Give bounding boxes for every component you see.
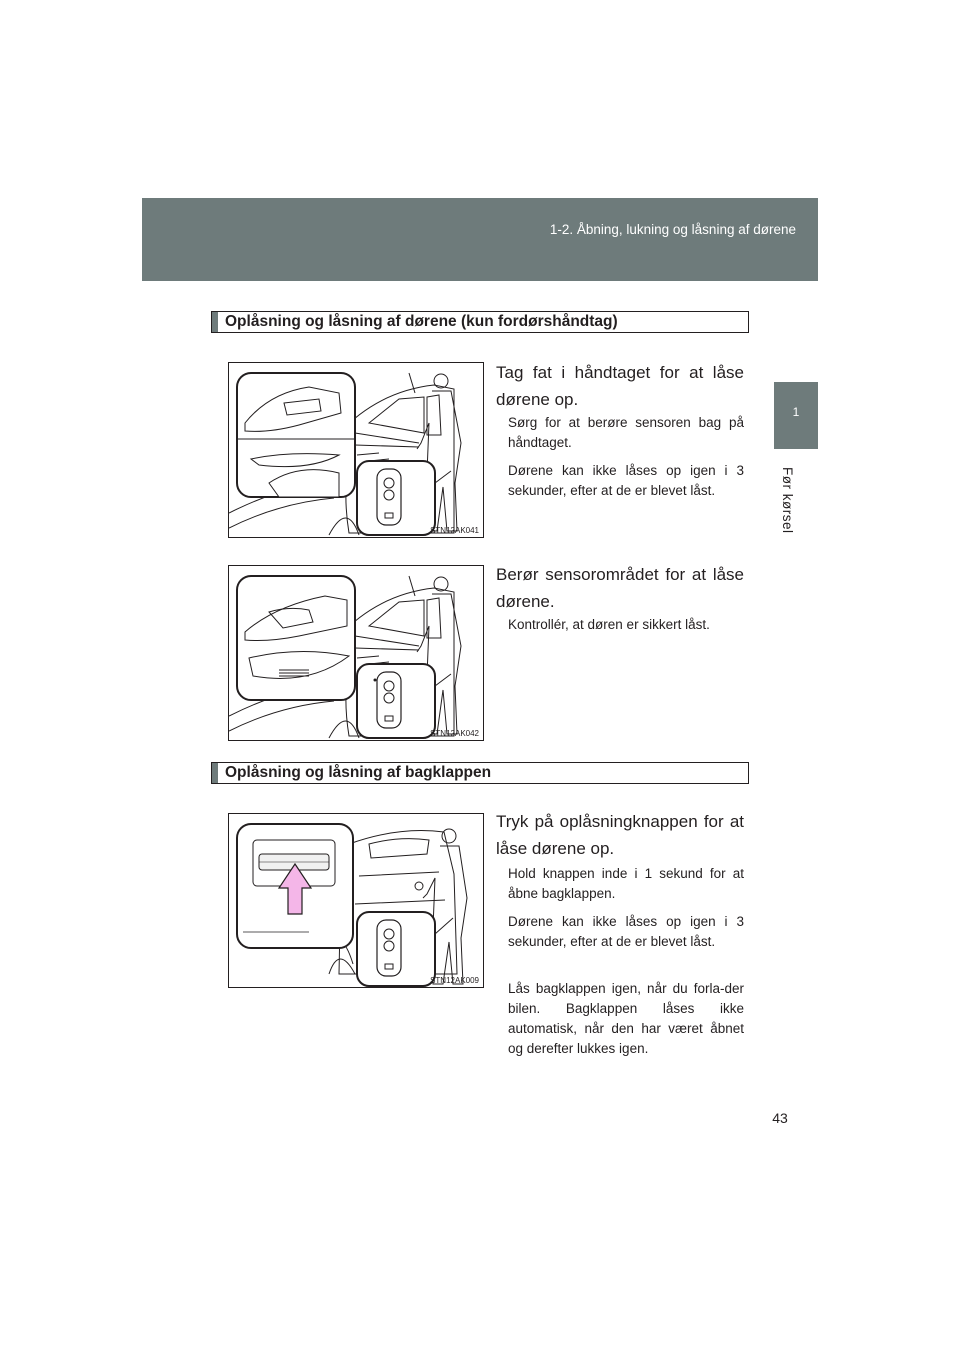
figure-touch-sensor-lock	[228, 565, 484, 741]
section-title: Oplåsning og låsning af bagklappen	[225, 764, 492, 781]
section-heading-front-doors	[211, 311, 749, 333]
illustration-back-door-opener	[229, 814, 484, 988]
chapter-label	[780, 463, 813, 543]
section-heading-marker	[212, 763, 218, 783]
note-text: Sørg for at berøre sensoren bag på håndtaget.	[508, 415, 744, 450]
note-text: Kontrollér, at døren er sikkert låst.	[508, 617, 710, 632]
note-text: Lås bagklappen igen, når du forla-der bilen. Bagklappen låses ikke automatisk, når den har været åbnet og derefter lukkes igen.	[508, 981, 744, 1056]
chapter-number: 1	[792, 405, 800, 419]
illustration-door-handle-unlock	[229, 363, 484, 538]
step-text: Tryk på oplåsningknappen for at låse dørene op.	[496, 812, 744, 858]
section-heading-marker	[212, 312, 218, 332]
step-text: Tag fat i håndtaget for at låse dørene op.	[496, 363, 744, 409]
note-text: Hold knappen inde i 1 sekund for at åbne bagklappen.	[508, 866, 744, 901]
page-number: 43	[772, 1110, 788, 1126]
chapter-tab	[774, 382, 818, 449]
note-text: Dørene kan ikke låses op igen i 3 sekunder, efter at de er blevet låst.	[508, 463, 744, 498]
figure-code: STN12AK009	[430, 976, 479, 985]
illustration-door-handle-lock	[229, 566, 484, 741]
figure-grab-handle-unlock	[228, 362, 484, 538]
section-title: Oplåsning og låsning af dørene (kun fordørshåndtag)	[225, 313, 618, 330]
figure-code: STN12AK041	[430, 526, 479, 535]
chapter-header-band	[142, 198, 818, 281]
figure-back-door-opener	[228, 813, 484, 988]
note-text: Dørene kan ikke låses op igen i 3 sekunder, efter at de er blevet låst.	[508, 914, 744, 949]
figure-code: STN12AK042	[430, 729, 479, 738]
step-text: Berør sensorområdet for at låse dørene.	[496, 565, 744, 611]
chapter-label-text: Før kørsel	[780, 467, 795, 534]
section-heading-back-door	[211, 762, 749, 784]
chapter-section-title: 1-2. Åbning, lukning og låsning af dørene	[549, 222, 796, 237]
